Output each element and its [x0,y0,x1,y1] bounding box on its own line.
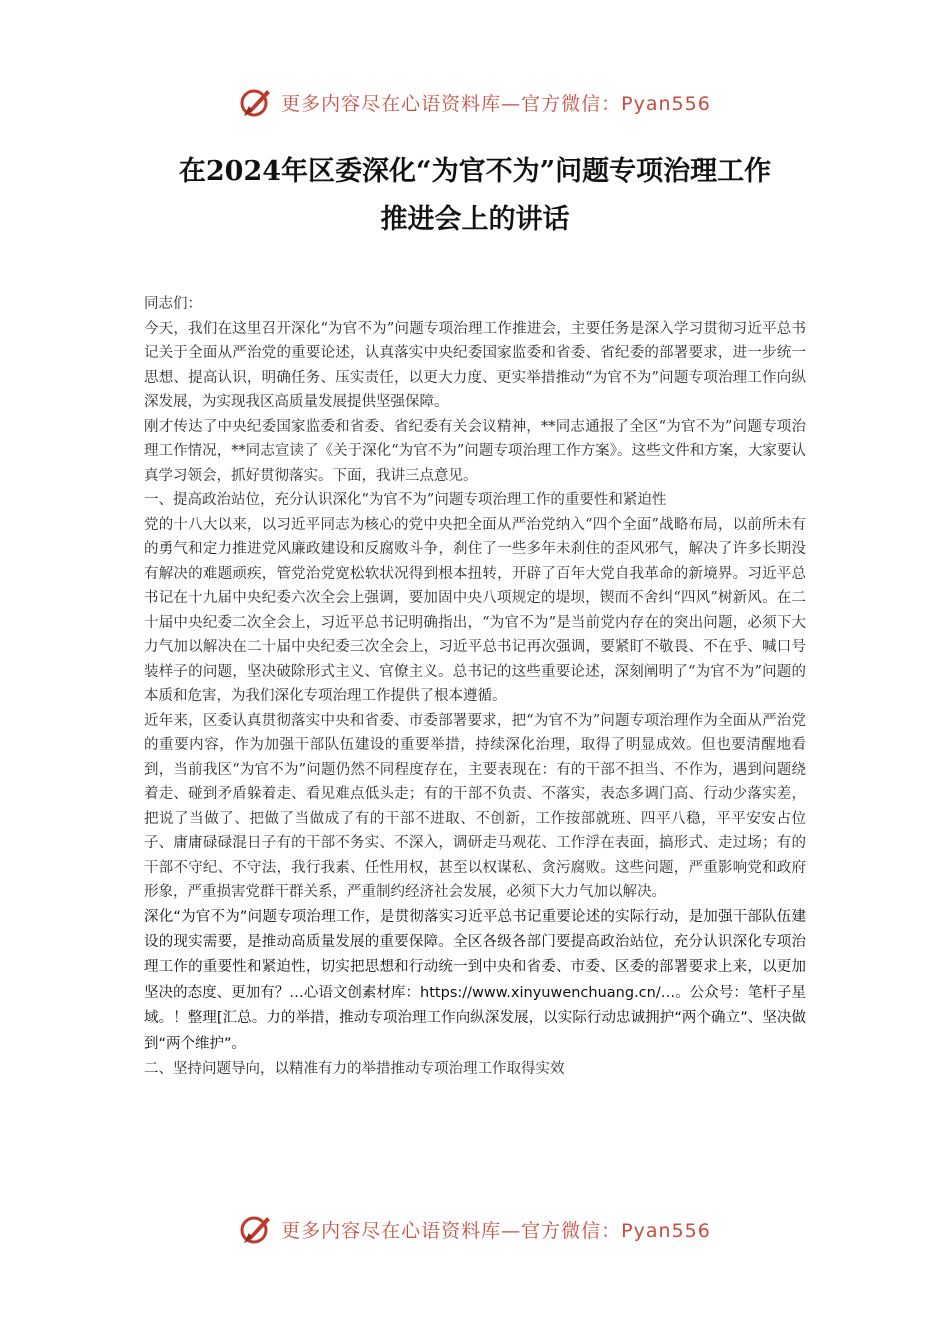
paragraph-2: 刚才传达了中央纪委国家监委和省委、省纪委有关会议精神，**同志通报了全区“为官不为”问题专项治理工作情况，**同志宣读了《关于深化“为官不为”问题专项治理工作方案》。这些文件和方案，大家要认真学习领会，抓好贯彻落实。下面，我讲三点意见。 [144,418,806,484]
watermark-text: 更多内容尽在心语资料库—官方微信：Pyan556 [281,1219,711,1242]
paragraph-1: 今天，我们在这里召开深化“为官不为”问题专项治理工作推进会，主要任务是深入学习贯彻习近平总书记关于全面从严治党的重要论述，认真落实中央纪委国家监委和省委、省纪委的部署要求，进一步统一思想、提高认识，明确任务、压实责任，以更大力度、更实举措推动“为官不为”问题专项治理工作向纵深发展，为实现我区高质量发展提供坚强保障。 [144,320,806,410]
watermark-header [0,84,950,120]
greeting: 同志们： [144,296,202,312]
title-line-2: 推进会上的讲话 [380,204,570,235]
paragraph-4: 近年来，区委认真贯彻落实中央和省委、市委部署要求，把“为官不为”问题专项治理作为全面从严治党的重要内容，作为加强干部队伍建设的重要举措，持续深化治理，取得了明显成效。但也要清醒地看到，当前我区“为官不为”问题仍然不同程度存在，主要表现在：有的干部不担当、不作为，遇到问题绕着走、碰到矛盾躲着走、看见难点低头走；有的干部不负责、不落实，表态多调门高、行动少落实差，把说了当做了、把做了当做成了有的干部不进取、不创新，工作按部就班、四平八稳，平平安安占位子、庸庸碌碌混日子有的干部不务实、不深入，调研走马观花、工作浮在表面，搞形式、走过场；有的干部不守纪、不守法，我行我素、任性用权，甚至以权谋私、贪污腐败。这些问题，严重影响党和政府形象，严重损害党群干群关系，严重制约经济社会发展，必须下大力气加以解决。 [144,712,806,900]
paragraph-5: 深化“为官不为”问题专项治理工作，是贯彻落实习近平总书记重要论述的实际行动，是加强干部队伍建设的现实需要，是推动高质量发展的重要保障。全区各级各部门要提高政治站位，充分认识深化专项治理工作的重要性和紧迫性，切实把思想和行动统一到中央和省委、市委、区委的部署要求上来，以更加坚决的态度、更加有？…心语文创素材库：https://www.xinyuwenchuang.cn/…。公众号：笔杆子星域。！整理[汇总。力的举措，推动专项治理工作向纵深发展，以实际行动忠诚拥护“两个确立”、坚决做到“两个维护”。 [144,908,806,1052]
brush-logo-icon [239,84,275,120]
brush-logo-icon [239,1211,275,1247]
watermark-footer [0,1211,950,1247]
document-body [144,292,806,1081]
section-heading-1: 一、提高政治站位，充分认识深化“为官不为”问题专项治理工作的重要性和紧迫性 [144,492,667,508]
section-heading-2: 二、坚持问题导向，以精准有力的举措推动专项治理工作取得实效 [144,1060,565,1077]
document-title [0,148,950,244]
watermark-text: 更多内容尽在心语资料库—官方微信：Pyan556 [281,92,711,115]
title-line-1: 在2024年区委深化“为官不为”问题专项治理工作 [178,156,772,187]
paragraph-3: 党的十八大以来，以习近平同志为核心的党中央把全面从严治党纳入“四个全面”战略布局，以前所未有的勇气和定力推进党风廉政建设和反腐败斗争，刹住了一些多年未刹住的歪风邪气，解决了许多长期没有解决的难题顽疾，管党治党宽松软状况得到根本扭转，开辟了百年大党自我革命的新境界。习近平总书记在十九届中央纪委六次全会上强调，要加固中央八项规定的堤坝，锲而不舍纠“四风”树新风。在二十届中央纪委二次全会上，习近平总书记明确指出，“为官不为”是当前党内存在的突出问题，必须下大力气加以解决在二十届中央纪委三次全会上，习近平总书记再次强调，要紧盯不敬畏、不在乎、喊口号装样子的问题，坚决破除形式主义、官僚主义。总书记的这些重要论述，深刻阐明了“为官不为”问题的本质和危害，为我们深化专项治理工作提供了根本遵循。 [144,516,806,704]
